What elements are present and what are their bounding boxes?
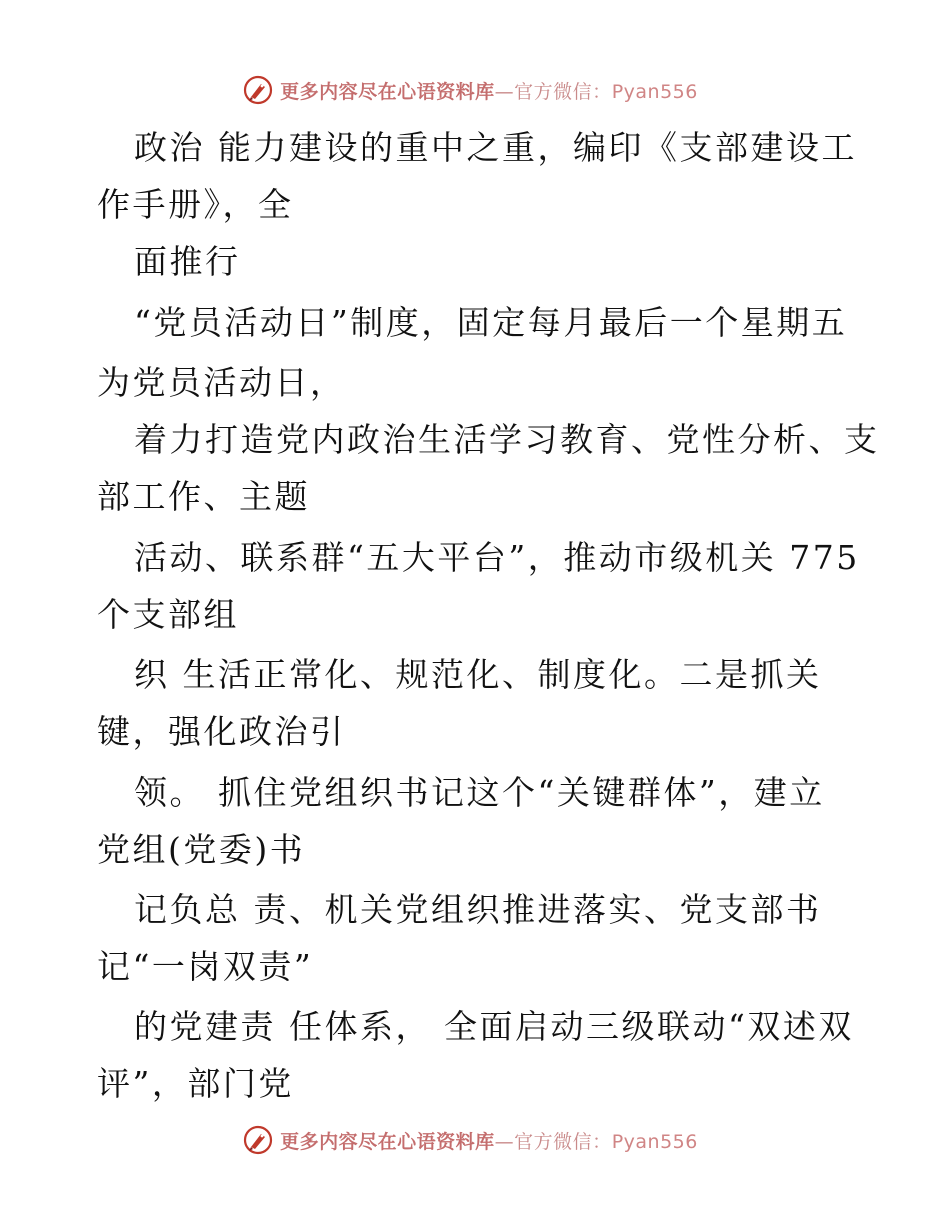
body-line: 作手册》，全 <box>97 185 294 224</box>
body-line: 记负总 责、机关党组织推进落实、党支部书 <box>134 890 822 929</box>
body-line: 政治 能力建设的重中之重，编印《支部建设工 <box>134 128 857 167</box>
footer-watermark-inner <box>242 1124 698 1156</box>
header-wechat-label: 官方微信： <box>514 80 612 103</box>
body-line: 个支部组 <box>97 595 239 634</box>
header-watermark-inner <box>242 74 698 106</box>
header-watermark <box>0 72 950 108</box>
footer-wechat-label: 官方微信： <box>514 1130 612 1153</box>
body-line: 的党建责 任体系， 全面启动三级联动“双述双 <box>134 1007 854 1046</box>
pen-nib-logo-icon <box>242 1124 274 1156</box>
body-line: 部工作、主题 <box>97 477 310 516</box>
body-line: 为党员活动日， <box>97 363 346 402</box>
body-line: 面推行 <box>134 242 241 281</box>
header-site-text: 更多内容尽在心语资料库 <box>280 80 495 103</box>
pen-nib-logo-icon <box>242 74 274 106</box>
footer-watermark-text <box>280 1127 698 1154</box>
body-line: 着力打造党内政治生活学习教育、党性分析、支 <box>134 420 880 459</box>
header-wechat-id: Pyan556 <box>611 80 698 103</box>
body-line: 织 生活正常化、规范化、制度化。二是抓关 <box>134 655 822 694</box>
body-line: “党员活动日”制度，固定每月最后一个星期五 <box>134 303 848 342</box>
body-line: 记“一岗双责” <box>97 947 314 986</box>
header-dash: — <box>494 80 515 103</box>
footer-watermark <box>0 1122 950 1158</box>
header-watermark-text <box>280 77 698 104</box>
body-line: 领。 抓住党组织书记这个“关键群体”，建立 <box>134 773 825 812</box>
footer-site-text: 更多内容尽在心语资料库 <box>280 1130 495 1153</box>
body-line: 党组(党委)书 <box>97 830 306 869</box>
footer-wechat-id: Pyan556 <box>611 1130 698 1153</box>
body-line: 评”，部门党 <box>97 1064 294 1103</box>
body-line: 键，强化政治引 <box>97 712 346 751</box>
footer-dash: — <box>494 1130 515 1153</box>
body-line: 活动、联系群“五大平台”，推动市级机关 775 <box>134 538 860 577</box>
